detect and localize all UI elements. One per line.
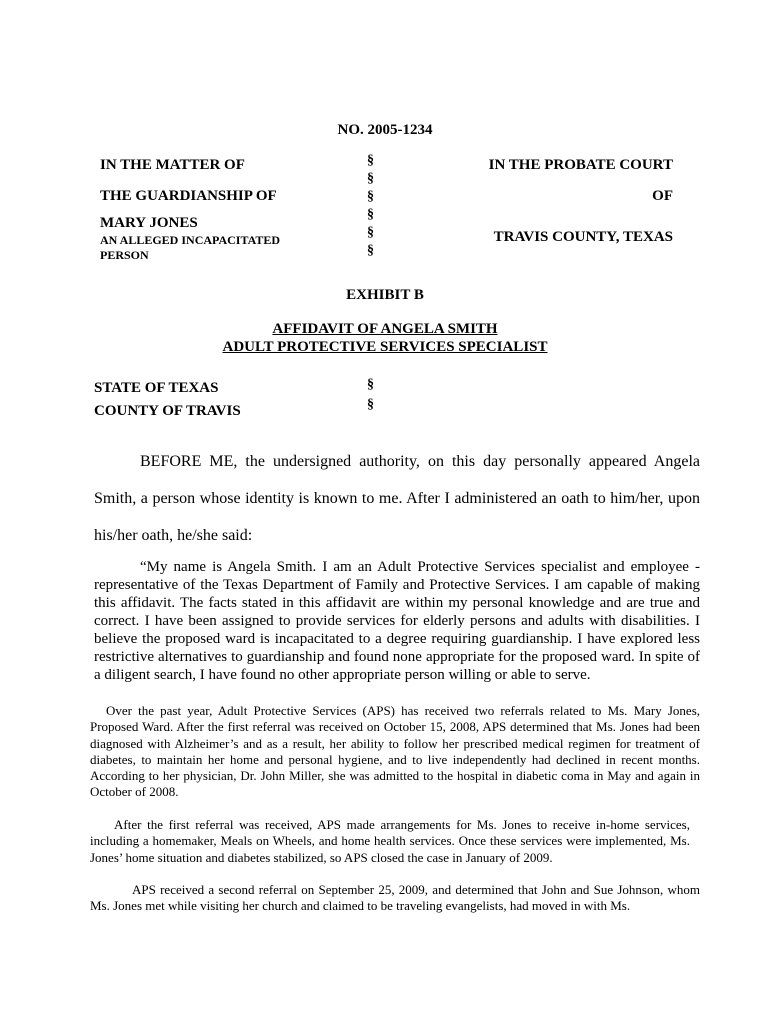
section-mark: § <box>367 243 374 258</box>
affidavit-title: AFFIDAVIT OF ANGELA SMITH <box>272 321 498 337</box>
caption-ward-name: MARY JONES <box>100 215 198 231</box>
exhibit-label: EXHIBIT B <box>346 287 424 303</box>
section-mark: § <box>367 397 374 412</box>
section-mark: § <box>367 171 374 186</box>
caption-person: PERSON <box>100 248 149 262</box>
paragraph-referrals: Over the past year, Adult Protective Services (APS) has received two referrals related to Ms. Mary Jones, Proposed Ward. After the first referral was received on October 15, 2008, APS determined that Ms. Jones had been diagnosed with Alzheimer’s and as a result, her ability to follow her prescribed medical regimen for treatment of diabetes, to maintain her home and personal hygiene, and to live independently had declined in recent months. According to her physician, Dr. John Miller, she was admitted to the hospital in diabetic coma in May and again in October of 2008. <box>90 703 700 800</box>
venue-state: STATE OF TEXAS <box>94 380 219 396</box>
affidavit-subtitle: ADULT PROTECTIVE SERVICES SPECIALIST <box>222 339 548 355</box>
intro-paragraph: BEFORE ME, the undersigned authority, on this day personally appeared Angela Smith, a person whose identity is known to me. After I administered an oath to him/her, upon his/her oath, he/she said: <box>94 453 700 544</box>
case-number: NO. 2005-1234 <box>337 122 433 138</box>
section-mark: § <box>367 189 374 204</box>
section-mark: § <box>367 207 374 222</box>
paragraph-second-referral: APS received a second referral on September 25, 2009, and determined that John and Sue Johnson, whom Ms. Jones met while visiting her church and claimed to be traveling evangelists, had moved in with Ms. <box>90 882 700 914</box>
caption-county: TRAVIS COUNTY, TEXAS <box>493 229 673 245</box>
section-mark: § <box>367 225 374 240</box>
caption-alleged-incapacitated: AN ALLEGED INCAPACITATED <box>100 233 281 247</box>
caption-matter: IN THE MATTER OF <box>100 157 245 173</box>
paragraph-in-home-services: After the first referral was received, APS made arrangements for Ms. Jones to receive in-home services, including a homemaker, Meals on Wheels, and home health services. Once these services were implemented, Ms. Jones’ home situation and diabetes stabilized, so APS closed the case in January of 2009. <box>90 817 690 865</box>
venue-county: COUNTY OF TRAVIS <box>94 403 241 419</box>
section-mark: § <box>367 153 374 168</box>
sworn-statement: “My name is Angela Smith. I am an Adult Protective Services specialist and employee -representative of the Texas Department of Family and Protective Services. I am capable of making this affidavit. The facts stated in this affidavit are within my personal knowledge and are true and correct. I have been assigned to provide services for elderly persons and adults with disabilities. I believe the proposed ward is incapacitated to a degree requiring guardianship. I have explored less restrictive alternatives to guardianship and found none appropriate for the proposed ward. In spite of a diligent search, I have found no other appropriate person willing or able to serve. <box>94 559 700 683</box>
caption-court: IN THE PROBATE COURT <box>488 157 673 173</box>
caption-of: OF <box>652 188 673 204</box>
caption-guardianship: THE GUARDIANSHIP OF <box>100 188 277 204</box>
section-mark: § <box>367 377 374 392</box>
